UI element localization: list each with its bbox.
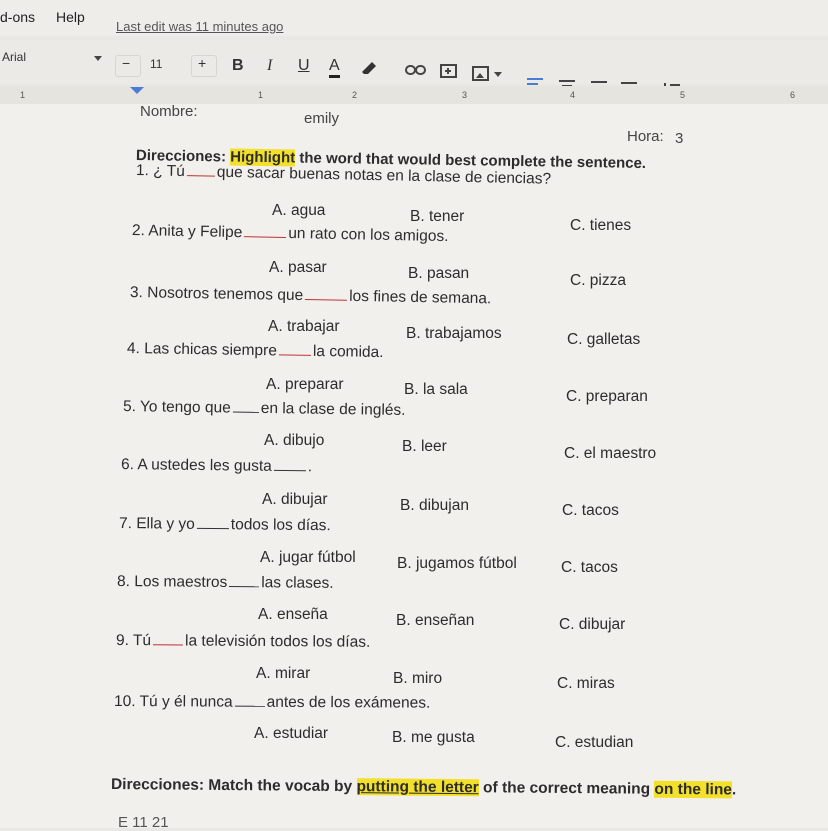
italic-button[interactable]: I [267,57,273,74]
question-3: 3. Nosotros tenemos que los fines de semana. [129,284,492,308]
option-c: C. miras [557,675,615,692]
menu-addons[interactable]: d-ons [0,9,36,25]
option-b: B. me gusta [392,729,475,746]
option-b: B. la sala [404,381,468,398]
question-10: 10. Tú y él nunca antes de los exámenes. [113,693,431,712]
nombre-value: emily [304,110,340,127]
option-b: B. jugamos fútbol [397,555,517,572]
option-c: C. preparan [566,388,648,405]
option-a: A. agua [272,202,326,219]
ruler-number: 1 [20,90,26,100]
answer-blank[interactable] [197,518,229,529]
question-2: 2. Anita y Felipe un rato con los amigos. [131,222,449,246]
font-size-field[interactable]: 11 [150,57,163,71]
highlight-on-line: on the line [654,780,733,799]
option-a: A. pasar [269,259,327,276]
answer-blank[interactable] [153,634,183,645]
ruler-number: 5 [680,90,686,100]
highlight-putting-letter: putting the letter [356,778,479,797]
text-color-button[interactable]: A [329,57,340,78]
vocab-partial-row: E 11 21 [118,814,169,831]
question-7: 7. Ella y yo todos los días. [118,515,331,535]
option-b: B. dibujan [400,497,469,514]
option-a: A. jugar fútbol [260,549,356,566]
ruler-number: 4 [570,90,576,100]
directions-match: Direcciones: Match the vocab by putting the letter of the correct meaning on the line. [110,776,737,799]
highlight-word: Highlight [230,148,296,167]
ruler[interactable] [0,86,828,105]
option-b: B. miro [393,670,443,687]
option-c: C. tacos [562,502,619,519]
answer-blank[interactable] [274,460,306,471]
option-b: B. enseñan [396,612,475,629]
option-c: C. tienes [570,217,632,234]
font-select[interactable]: Arial [2,50,27,64]
answer-blank[interactable] [235,696,265,707]
menu-help[interactable]: Help [56,9,85,25]
ruler-number: 3 [462,90,468,100]
ruler-number: 1 [258,90,264,100]
question-4: 4. Las chicas siempre la comida. [126,340,384,362]
answer-blank[interactable] [279,344,311,356]
option-a: A. dibujo [264,432,325,449]
answer-blank[interactable] [233,402,259,413]
image-icon[interactable] [472,66,506,82]
plus-icon: + [198,55,207,71]
option-a: A. estudiar [254,725,329,742]
ruler-number: 6 [790,90,796,100]
option-c: C. galletas [567,331,641,348]
option-c: C. el maestro [564,445,657,462]
option-a: A. enseña [258,606,328,623]
option-c: C. tacos [561,559,618,576]
directions-highlight: Direcciones: Highlight the word that would best complete the sentence. [135,147,647,173]
option-c: C. estudian [555,734,634,751]
question-8: 8. Los maestros las clases. [116,573,334,592]
comment-icon[interactable] [440,64,458,80]
hora-label: Hora: [627,128,664,145]
option-b: B. trabajamos [406,325,502,342]
option-a: A. mirar [256,665,311,682]
option-a: A. dibujar [262,491,328,508]
underline-button[interactable]: U [298,57,310,74]
option-b: B. tener [410,208,465,225]
ruler-number: 2 [352,90,358,100]
indent-marker-icon[interactable] [130,87,144,94]
option-c: C. dibujar [559,616,626,633]
option-b: B. pasan [408,265,470,282]
question-6: 6. A ustedes les gusta . [120,456,313,476]
question-5: 5. Yo tengo que en la clase de inglés. [122,398,406,419]
answer-blank[interactable] [187,165,215,177]
answer-blank[interactable] [305,289,347,301]
hora-value: 3 [675,130,684,147]
bold-button[interactable]: B [232,57,244,74]
font-caret-icon[interactable] [94,56,102,61]
last-edit-link[interactable]: Last edit was 11 minutes ago [116,19,284,34]
option-b: B. leer [402,438,447,455]
option-a: A. preparar [266,376,344,393]
link-icon[interactable] [405,64,427,76]
answer-blank[interactable] [229,576,259,587]
highlight-pen-icon[interactable] [360,60,378,74]
nombre-label: Nombre: [140,103,198,120]
option-a: A. trabajar [268,318,340,335]
question-9: 9. Tú la televisión todos los días. [115,632,371,651]
option-c: C. pizza [570,272,626,289]
minus-icon: − [122,55,131,71]
question-1: 1. ¿ Tú que sacar buenas notas en la clase de ciencias? [135,162,552,188]
answer-blank[interactable] [244,226,286,238]
